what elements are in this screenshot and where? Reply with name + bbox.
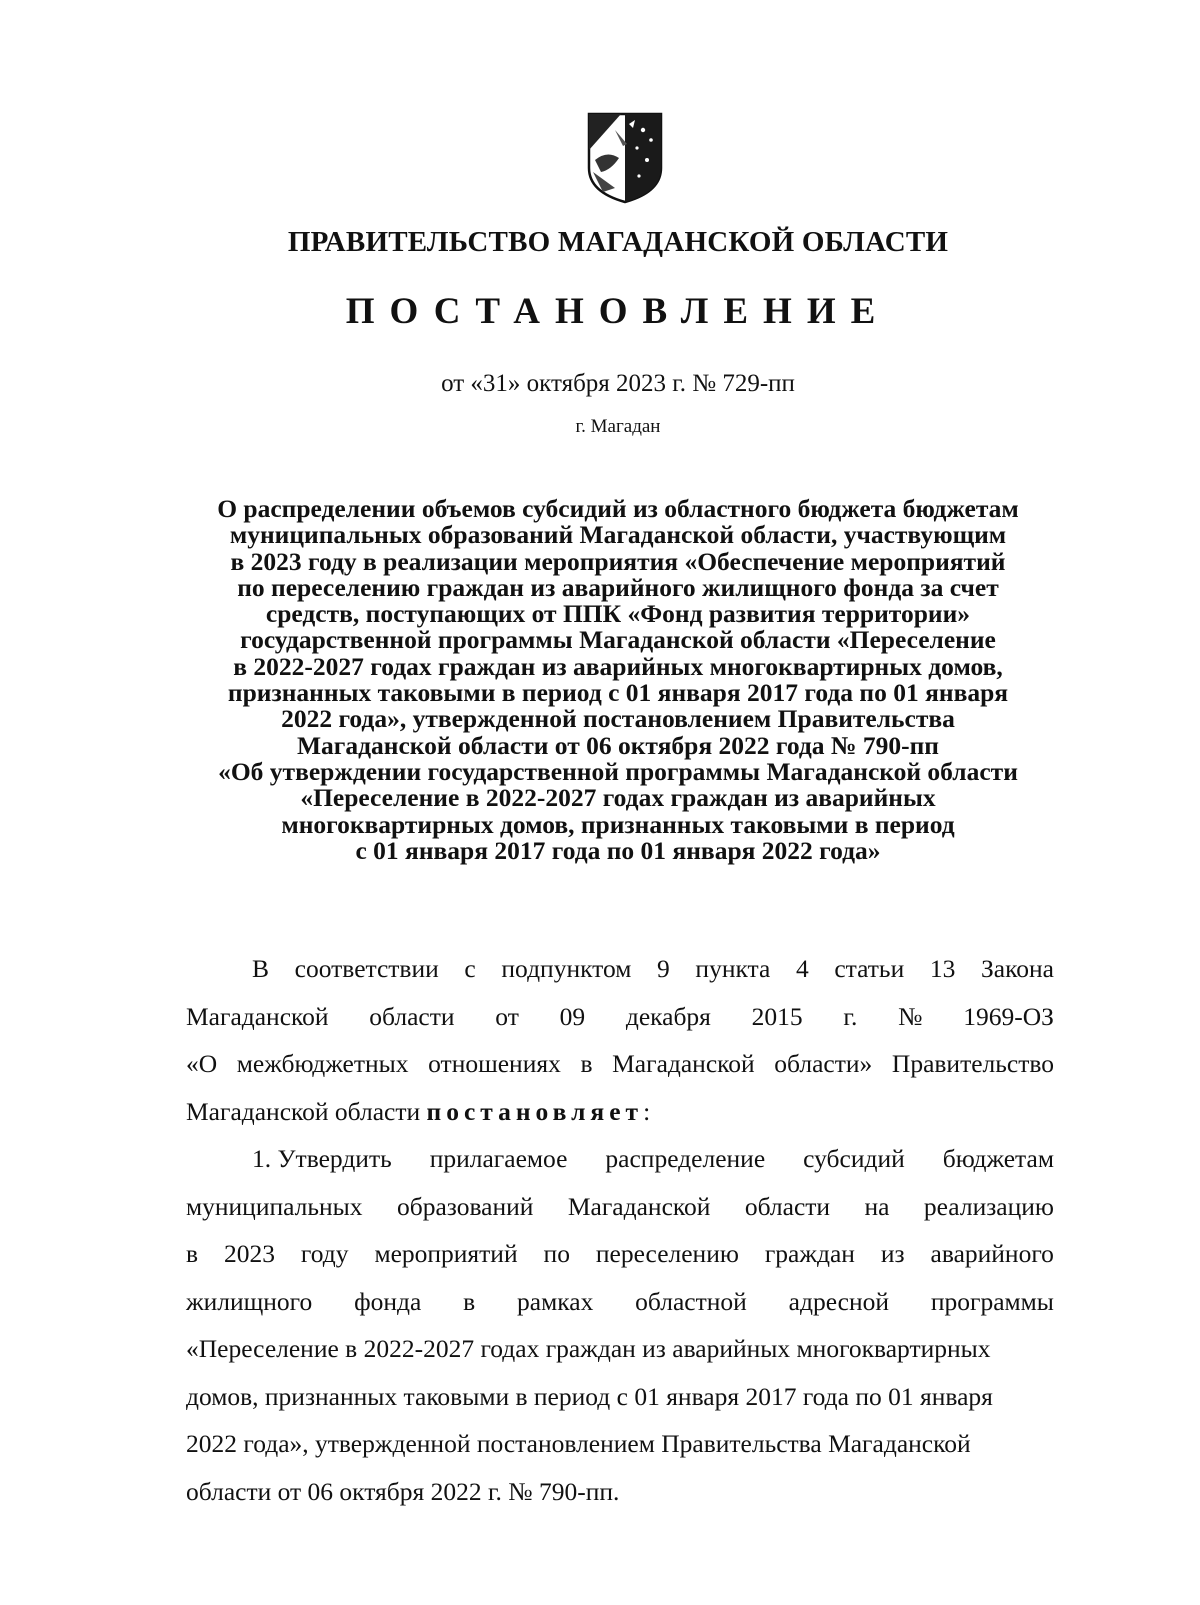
document-subject [180, 496, 1056, 864]
document-type-title: ПОСТАНОВЛЕНИЕ [345, 291, 891, 332]
subject-line: О распределении объемов субсидий из областного бюджета бюджетам [217, 494, 1019, 523]
subject-line: муниципальных образований Магаданской области, участвующим [229, 520, 1007, 550]
subject-line: с 01 января 2017 года по 01 января 2022 года» [355, 835, 881, 865]
subject-line: «Переселение в 2022-2027 годах граждан из аварийных [300, 783, 936, 813]
preamble-line-2: Магаданской области от 09 декабря 2015 г. № 1969-ОЗ [186, 1001, 1054, 1031]
subject-line: в 2023 году в реализации мероприятия «Обеспечение мероприятий [230, 546, 1006, 576]
clause-1-line-4: жилищного фонда в рамках областной адресной программы [186, 1286, 1054, 1316]
subject-line: «Об утверждении государственной программы Магаданской области [218, 756, 1018, 786]
document-body [186, 945, 1054, 1515]
clause-1-line-5: «Переселение в 2022-2027 годах граждан из аварийных многоквартирных [186, 1334, 991, 1363]
clause-1-line-1: 1. Утвердить прилагаемое распределение субсидий бюджетам [252, 1144, 1054, 1173]
preamble-line-1: В соответствии с подпунктом 9 пункта 4 статьи 13 Закона [252, 954, 1054, 983]
subject-line: 2022 года», утвержденной постановлением Правительства [281, 704, 955, 734]
magadan-coat-of-arms-icon [585, 110, 665, 205]
document-city: г. Магадан [575, 416, 661, 437]
clause-1-line-2: муниципальных образований Магаданской области на реализацию [186, 1191, 1054, 1221]
subject-line: признанных таковыми в период с 01 января 2017 года по 01 января [227, 678, 1009, 708]
resolves-word: постановляет [426, 1096, 644, 1126]
clause-1-line-6: домов, признанных таковыми в период с 01 января 2017 года по 01 января [186, 1381, 993, 1411]
subject-line: в 2022-2027 годах граждан из аварийных многоквартирных домов, [233, 651, 1003, 681]
clause-1-line-3: в 2023 году мероприятий по переселению граждан из аварийного [186, 1239, 1054, 1268]
subject-line: государственной программы Магаданской области «Переселение [240, 625, 996, 655]
subject-line: многоквартирных домов, признанных таковыми в период [281, 809, 955, 839]
subject-line: по переселению граждан из аварийного жилищного фонда за счет [237, 572, 999, 602]
subject-line: средств, поступающих от ППК «Фонд развития территории» [265, 599, 971, 629]
clause-1-line-7: 2022 года», утвержденной постановлением Правительства Магаданской [186, 1429, 971, 1458]
document-date-number: от «31» октября 2023 г. № 729-пп [441, 370, 795, 397]
clause-1-line-8: области от 06 октября 2022 г. № 790-пп. [186, 1476, 620, 1506]
government-title: ПРАВИТЕЛЬСТВО МАГАДАНСКОЙ ОБЛАСТИ [287, 226, 949, 258]
preamble-line-4: Магаданской области постановляет: [186, 1096, 651, 1126]
subject-line: Магаданской области от 06 октября 2022 года № 790-пп [296, 730, 940, 760]
preamble-line-3: «О межбюджетных отношениях в Магаданской области» Правительство [186, 1049, 1054, 1078]
